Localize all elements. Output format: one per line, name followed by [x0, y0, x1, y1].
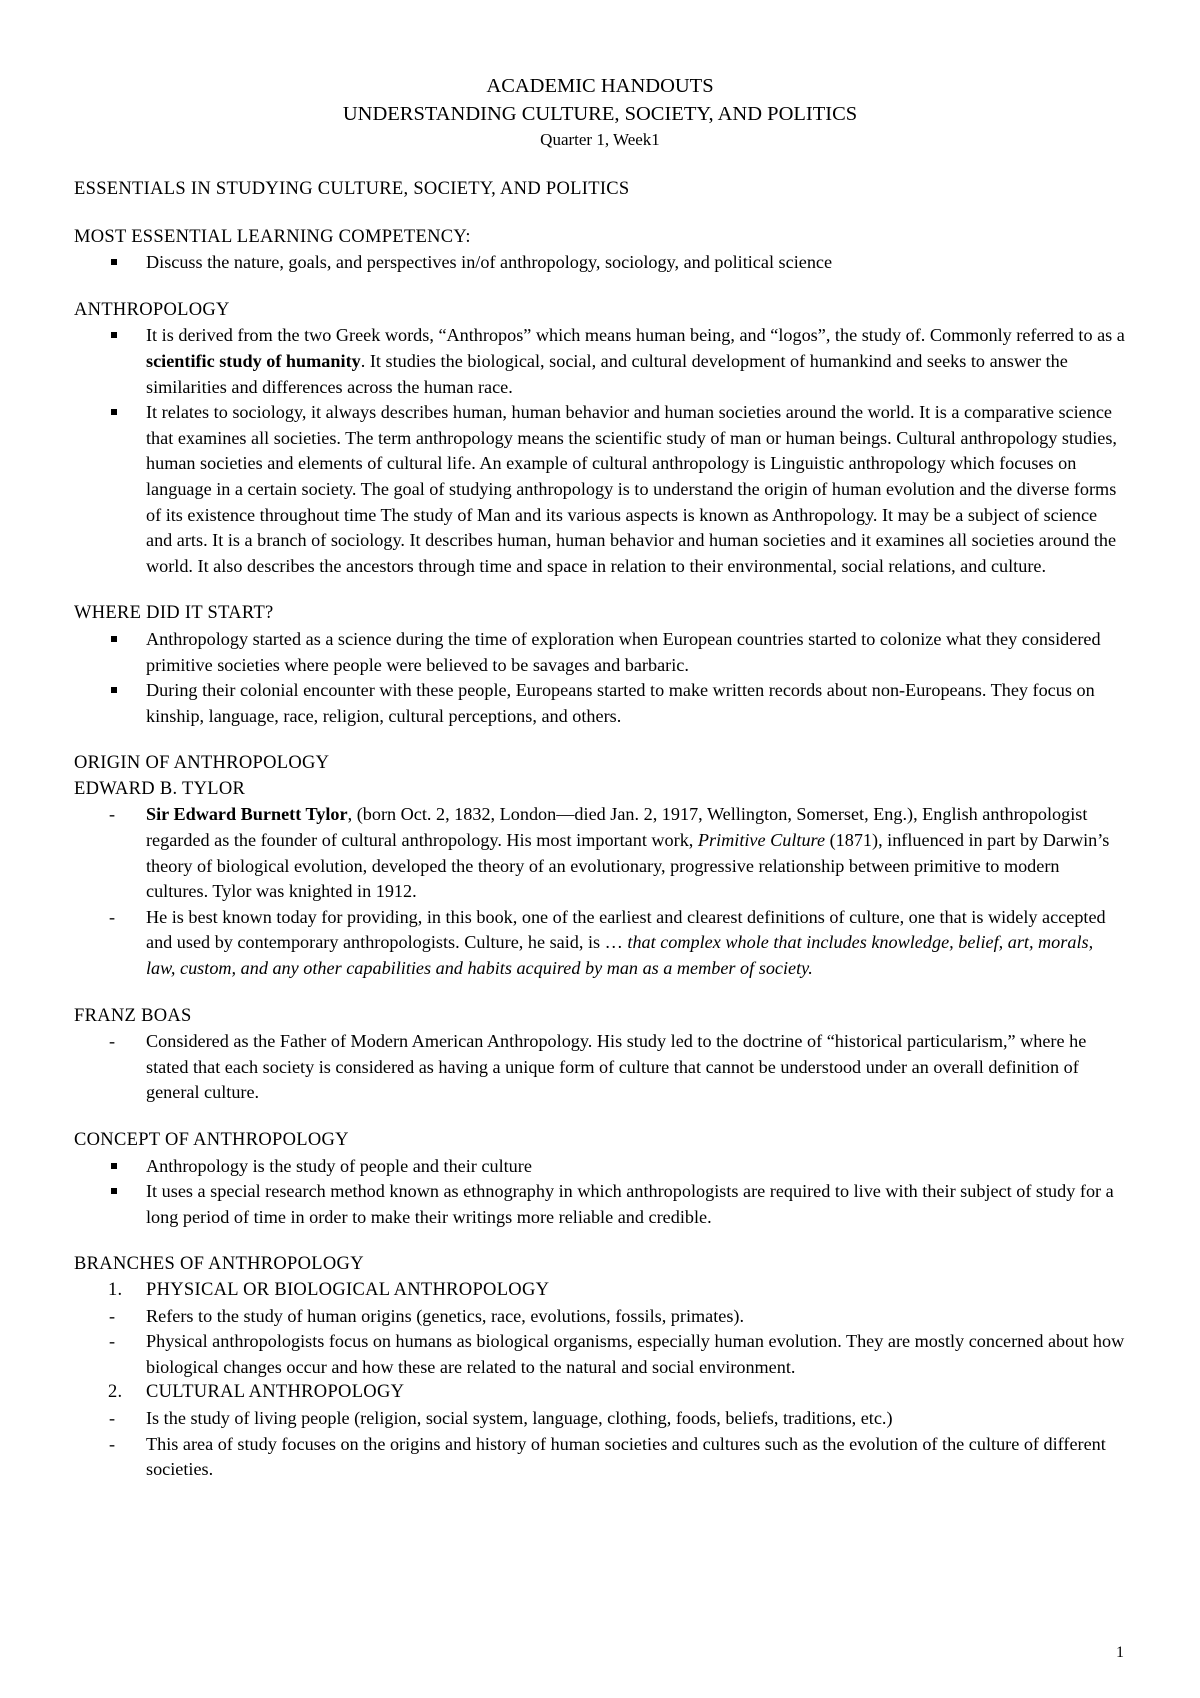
section-title-essentials: ESSENTIALS IN STUDYING CULTURE, SOCIETY, AND POLITICS [74, 179, 630, 199]
bold-name: Sir Edward Burnett Tylor [146, 804, 348, 825]
list-item: It uses a special research method known as ethnography in which anthropologists are required to live with their subject of study for a long period of time in order to make their writings more reliable and credible. [74, 1179, 1126, 1230]
square-bullet-icon [111, 1163, 117, 1169]
branch-number: 2. [108, 1382, 123, 1403]
dash-marker: - [109, 1407, 116, 1428]
square-bullet-icon [111, 1188, 117, 1194]
dash-marker: - [109, 1031, 116, 1052]
branch-heading-physical: 1. PHYSICAL OR BIOLOGICAL ANTHROPOLOGY [74, 1278, 1126, 1304]
heading-melc: MOST ESSENTIAL LEARNING COMPETENCY: [74, 226, 471, 247]
dash-marker: - [109, 1433, 116, 1454]
square-bullet-icon [111, 259, 117, 265]
list-item: During their colonial encounter with these people, Europeans started to make written records about non-Europeans. They focus on kinship, language, race, religion, cultural perceptions, and others. [74, 678, 1126, 729]
square-bullet-icon [111, 636, 117, 642]
list-item: Anthropology started as a science during the time of exploration when European countries started to colonize what they considered primitive societies where people were believed to be savages and barbaric. [74, 627, 1126, 678]
square-bullet-icon [111, 332, 117, 338]
heading-where-did-it-start: WHERE DID IT START? [74, 603, 274, 624]
branch-cultural-list [74, 1406, 1126, 1483]
melc-list [74, 250, 1126, 276]
list-item: - Is the study of living people (religion, social system, language, clothing, foods, beliefs, traditions, etc.) [74, 1406, 1126, 1432]
boas-list [74, 1029, 1126, 1106]
list-item: - Sir Edward Burnett Tylor, (born Oct. 2, 1832, London—died Jan. 2, 1917, Wellington, Somerset, Eng.), English anthropologist regarded as the founder of cultural anthropology. His most important work, Primitive Culture (1871), influenced in part by Darwin’s theory of biological evolution, developed the theory of an evolutionary, progressive relationship between primitive to modern cultures. Tylor was knighted in 1912. [109, 804, 1110, 902]
list-item: It is derived from the two Greek words, “Anthropos” which means human being, and “logos”, the study of. Commonly referred to as a scientific study of humanity. It studies the biological, social, and cultural development of humankind and seeks to answer the similarities and differences across the human race. [74, 323, 1126, 400]
list-item: - Physical anthropologists focus on humans as biological organisms, especially human evolution. They are mostly concerned about how biological changes occur and how these are related to the natural and social environment. [109, 1331, 1125, 1377]
list-item: It relates to sociology, it always describes human, human behavior and human societies around the world. It is a comparative science that examines all societies. The term anthropology means the scientific study of man or human beings. Cultural anthropology studies, human societies and elements of cultural life. An example of cultural anthropology is Linguistic anthropology which focuses on language in a certain society. The goal of studying anthropology is to understand the origin of human evolution and the diverse forms of its existence throughout time The study of Man and its various aspects is known as Anthropology. It may be a subject of science and arts. It is a branch of sociology. It describes human, human behavior and human societies and it examines all societies around the world. It also describes the ancestors through time and space in relation to their environmental, social relations, and culture. [74, 400, 1126, 579]
bold-term: scientific study of humanity [146, 350, 361, 371]
start-list [74, 627, 1126, 729]
list-item: - He is best known today for providing, in this book, one of the earliest and clearest definitions of culture, one that is widely accepted and used by contemporary anthropologists. Culture, he said, is … that complex whole that includes knowledge, belief, art, morals, law, custom, and any other capabilities and habits acquired by man as a member of society. [109, 906, 1106, 979]
heading-origin-of-anthropology: ORIGIN OF ANTHROPOLOGY [74, 753, 330, 774]
square-bullet-icon [111, 687, 117, 693]
list-item: Discuss the nature, goals, and perspectives in/of anthropology, sociology, and political science [74, 250, 1126, 276]
italic-title: Primitive Culture [697, 830, 826, 851]
square-bullet-icon [111, 409, 117, 415]
dash-marker: - [109, 1305, 116, 1326]
branch-physical-list [74, 1304, 1126, 1381]
heading-concept-of-anthropology: CONCEPT OF ANTHROPOLOGY [74, 1130, 349, 1150]
dash-marker: - [109, 906, 116, 927]
concept-list [74, 1154, 1126, 1231]
page-number: 1 [1116, 1644, 1124, 1661]
doc-title-subject: UNDERSTANDING CULTURE, SOCIETY, AND POLITICS [342, 103, 858, 125]
heading-franz-boas: FRANZ BOAS [74, 1005, 192, 1026]
tylor-list [74, 802, 1126, 981]
list-item: - Refers to the study of human origins (genetics, race, evolutions, fossils, primates). [74, 1304, 1126, 1330]
list-item: - Considered as the Father of Modern American Anthropology. His study led to the doctrine of “historical particularism,” where he stated that each society is considered as having a unique form of culture that cannot be understood under an overall definition of general culture. [109, 1031, 1087, 1103]
list-item: - This area of study focuses on the origins and history of human societies and cultures such as the evolution of the culture of different societies. [109, 1433, 1106, 1480]
heading-anthropology: ANTHROPOLOGY [74, 299, 230, 320]
dash-marker: - [109, 804, 116, 825]
branch-number: 1. [108, 1279, 123, 1300]
anthropology-list [74, 323, 1126, 579]
doc-quarter-week: Quarter 1, Week1 [540, 130, 660, 149]
dash-marker: - [109, 1331, 116, 1352]
italic-quote: that complex whole that includes knowledge, belief, art, morals, law, custom, and any other capabilities and habits acquired by man as a member of society. [146, 932, 1094, 979]
branch-heading-cultural: 2. CULTURAL ANTHROPOLOGY [74, 1380, 1126, 1406]
heading-edward-tylor: EDWARD B. TYLOR [74, 778, 246, 799]
heading-branches-of-anthropology: BRANCHES OF ANTHROPOLOGY [74, 1254, 364, 1275]
doc-title-academic-handouts: ACADEMIC HANDOUTS [486, 75, 714, 97]
list-item: Anthropology is the study of people and their culture [74, 1154, 1126, 1180]
